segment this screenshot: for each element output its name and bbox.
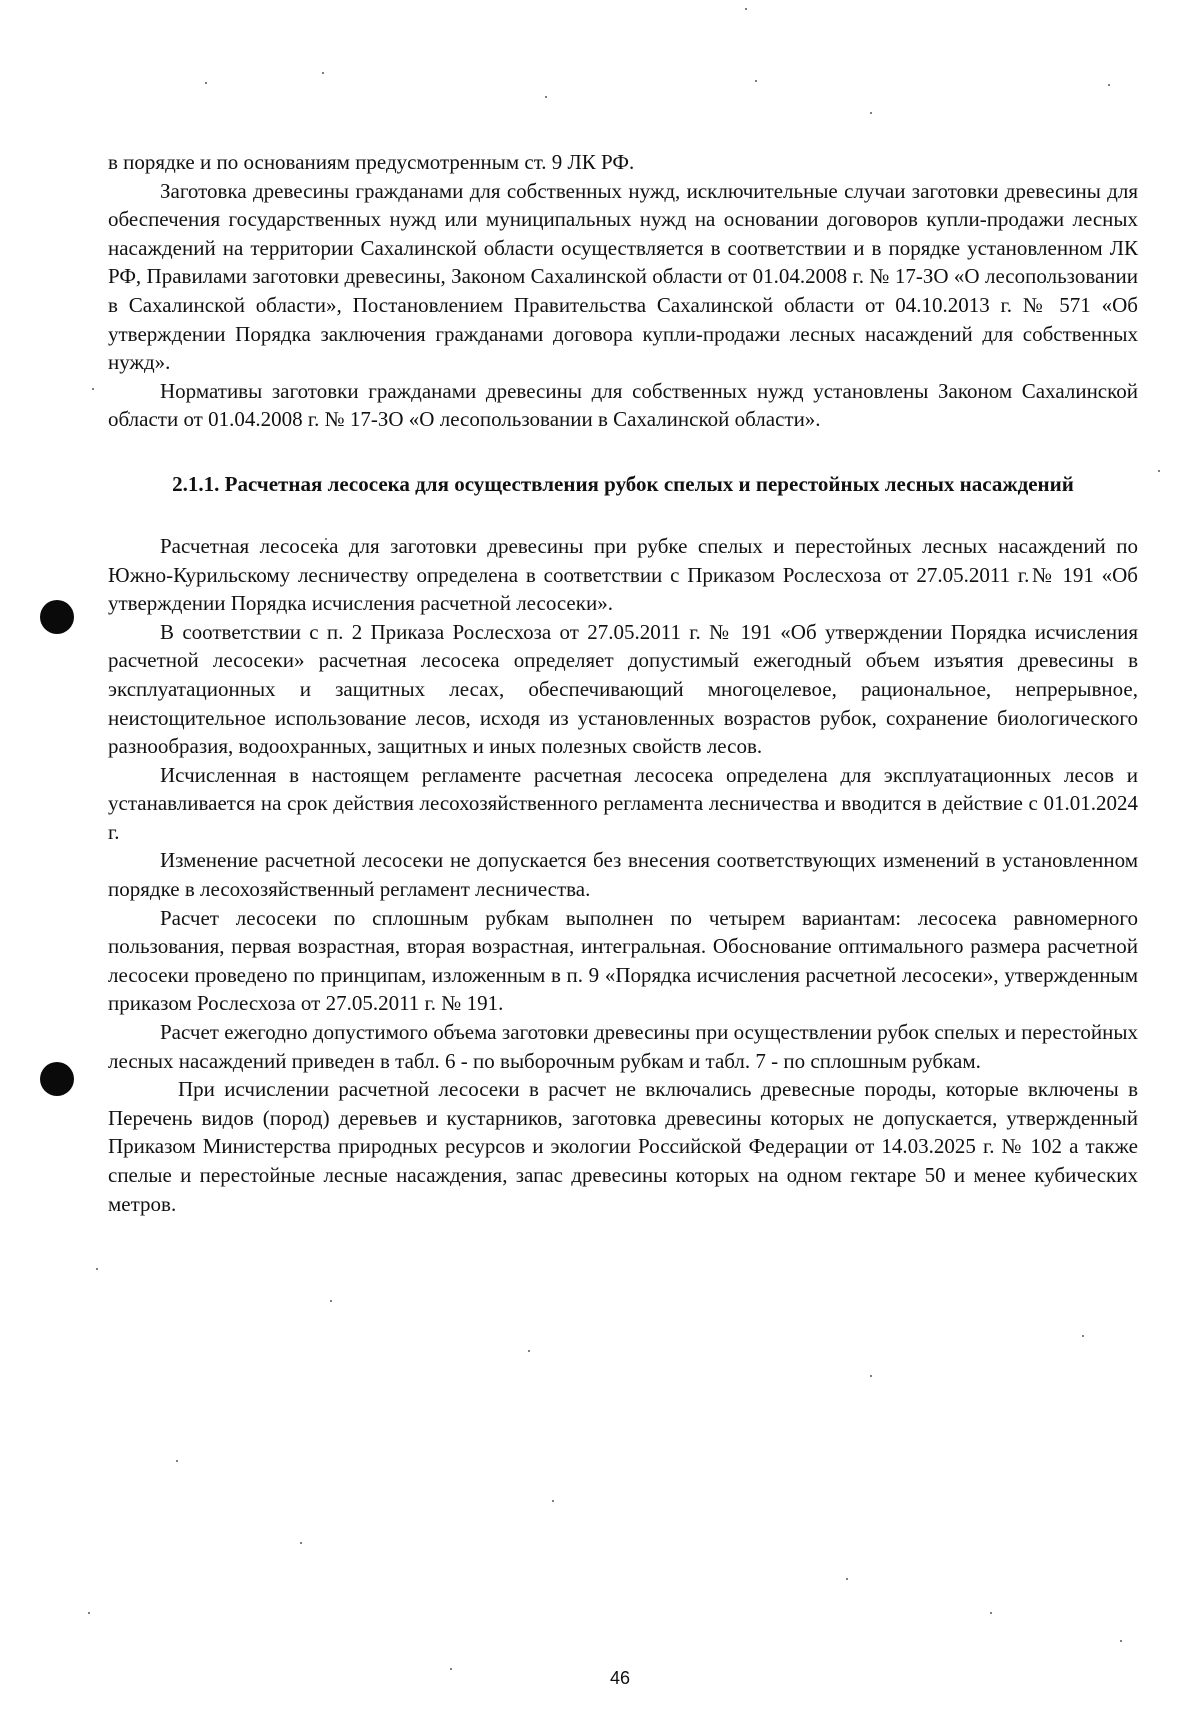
scan-speck <box>205 82 207 84</box>
scan-speck <box>1120 1640 1122 1642</box>
body-paragraph: в порядке и по основаниям предусмотренным ст. 9 ЛК РФ. <box>108 150 635 174</box>
scan-speck <box>330 1300 332 1302</box>
scan-speck <box>990 1612 992 1614</box>
scan-speck <box>755 80 757 82</box>
page-number: 46 <box>609 1668 631 1688</box>
punch-hole-top <box>40 600 74 634</box>
scan-speck <box>96 1268 98 1270</box>
body-paragraph: Нормативы заготовки гражданами древесины для собственных нужд установлены Законом Сахалинской области от 01.04.2008 г. № 17-ЗО «О лесопользовании в Сахалинской области». <box>108 378 1138 432</box>
scan-speck <box>1158 470 1160 472</box>
body-paragraph: Расчет лесосеки по сплошным рубкам выполнен по четырем вариантам: лесосека равномерного пользования, первая возрастная, вторая возрастная, интегральная. Обоснование оптимального размера расчетной лесосеки проведено по принципам, изложенным в п. 9 «Порядка исчисления расчетной лесосеки», утвержденным приказом Рослесхоза от 27.05.2011 г. № 191. <box>108 905 1138 1016</box>
scan-speck <box>1082 1335 1084 1337</box>
body-paragraph: Исчисленная в настоящем регламенте расчетная лесосека определена для эксплуатационных лесов и устанавливается на срок действия лесохозяйственного регламента лесничества и вводится в действие с 01.01.2024 г. <box>108 762 1138 844</box>
scan-speck <box>528 1350 530 1352</box>
scan-speck <box>545 96 547 98</box>
scan-speck <box>176 1460 178 1462</box>
body-paragraph: Изменение расчетной лесосеки не допускается без внесения соответствующих изменений в установленном порядке в лесохозяйственный регламент лесничества. <box>108 848 1138 902</box>
scan-speck <box>846 1578 848 1580</box>
punch-hole-bottom <box>40 1062 74 1096</box>
body-paragraph: Заготовка древесины гражданами для собственных нужд, исключительные случаи заготовки древесины для обеспечения государственных нужд или муниципальных нужд на основании договоров купли-продажи лесных насаждений на территории Сахалинской области осуществляется в соответствии и в порядке установленном ЛК РФ, Правилами заготовки древесины, Законом Сахалинской области от 01.04.2008 г. № 17-ЗО «О лесопользовании в Сахалинской области», Постановлением Правительства Сахалинской области от 04.10.2013 г. № 571 «Об утверждении Порядка заключения гражданами договора купли-продажи лесных насаждений для собственных нужд». <box>108 178 1138 375</box>
body-paragraph: Расчет ежегодно допустимого объема заготовки древесины при осуществлении рубок спелых и перестойных лесных насаждений приведен в табл. 6 - по выборочным рубкам и табл. 7 - по сплошным рубкам. <box>108 1020 1138 1073</box>
scan-speck <box>88 1612 90 1614</box>
document-body <box>108 148 1138 1218</box>
section-heading: 2.1.1. Расчетная лесосека для осуществления рубок спелых и перестойных лесных насаждений <box>172 471 1074 496</box>
paragraphs-before-heading <box>108 148 1138 434</box>
scan-speck <box>552 1500 554 1502</box>
scan-speck <box>1108 84 1110 86</box>
body-paragraph: При исчислении расчетной лесосеки в расчет не включались древесные породы, которые включены в Перечень видов (пород) деревьев и кустарников, заготовка древесины которых не допускается, утвержденный Приказом Министерства природных ресурсов и экологии Российской Федерации от 14.03.2025 г. № 102 а также спелые и перестойные лесные насаждения, запас древесины которых на одном гектаре 50 и менее кубических метров. <box>108 1077 1138 1216</box>
scan-speck <box>92 388 94 390</box>
paragraphs-after-heading <box>108 532 1138 1218</box>
scan-speck <box>322 72 324 74</box>
scan-speck <box>300 1542 302 1544</box>
body-paragraph: Расчетная лесосека для заготовки древесины при рубке спелых и перестойных лесных насаждений по Южно-Курильскому лесничеству определена в соответствии с Приказом Рослесхоза от 27.05.2011 г.№ 191 «Об утверждении Порядка исчисления расчетной лесосеки». <box>108 533 1138 616</box>
body-paragraph: В соответствии с п. 2 Приказа Рослесхоза от 27.05.2011 г. № 191 «Об утверждении Порядка исчисления расчетной лесосеки» расчетная лесосека определяет допустимый ежегодный объем изъятия древесины в эксплуатационных и защитных лесах, обеспечивающий многоцелевое, рациональное, непрерывное, неистощительное использование лесов, исходя из установленных возрастов рубок, сохранение биологического разнообразия, водоохранных, защитных и иных полезных свойств лесов. <box>108 619 1138 759</box>
scan-speck <box>745 8 747 10</box>
scan-speck <box>870 1375 872 1377</box>
scan-speck <box>870 112 872 114</box>
